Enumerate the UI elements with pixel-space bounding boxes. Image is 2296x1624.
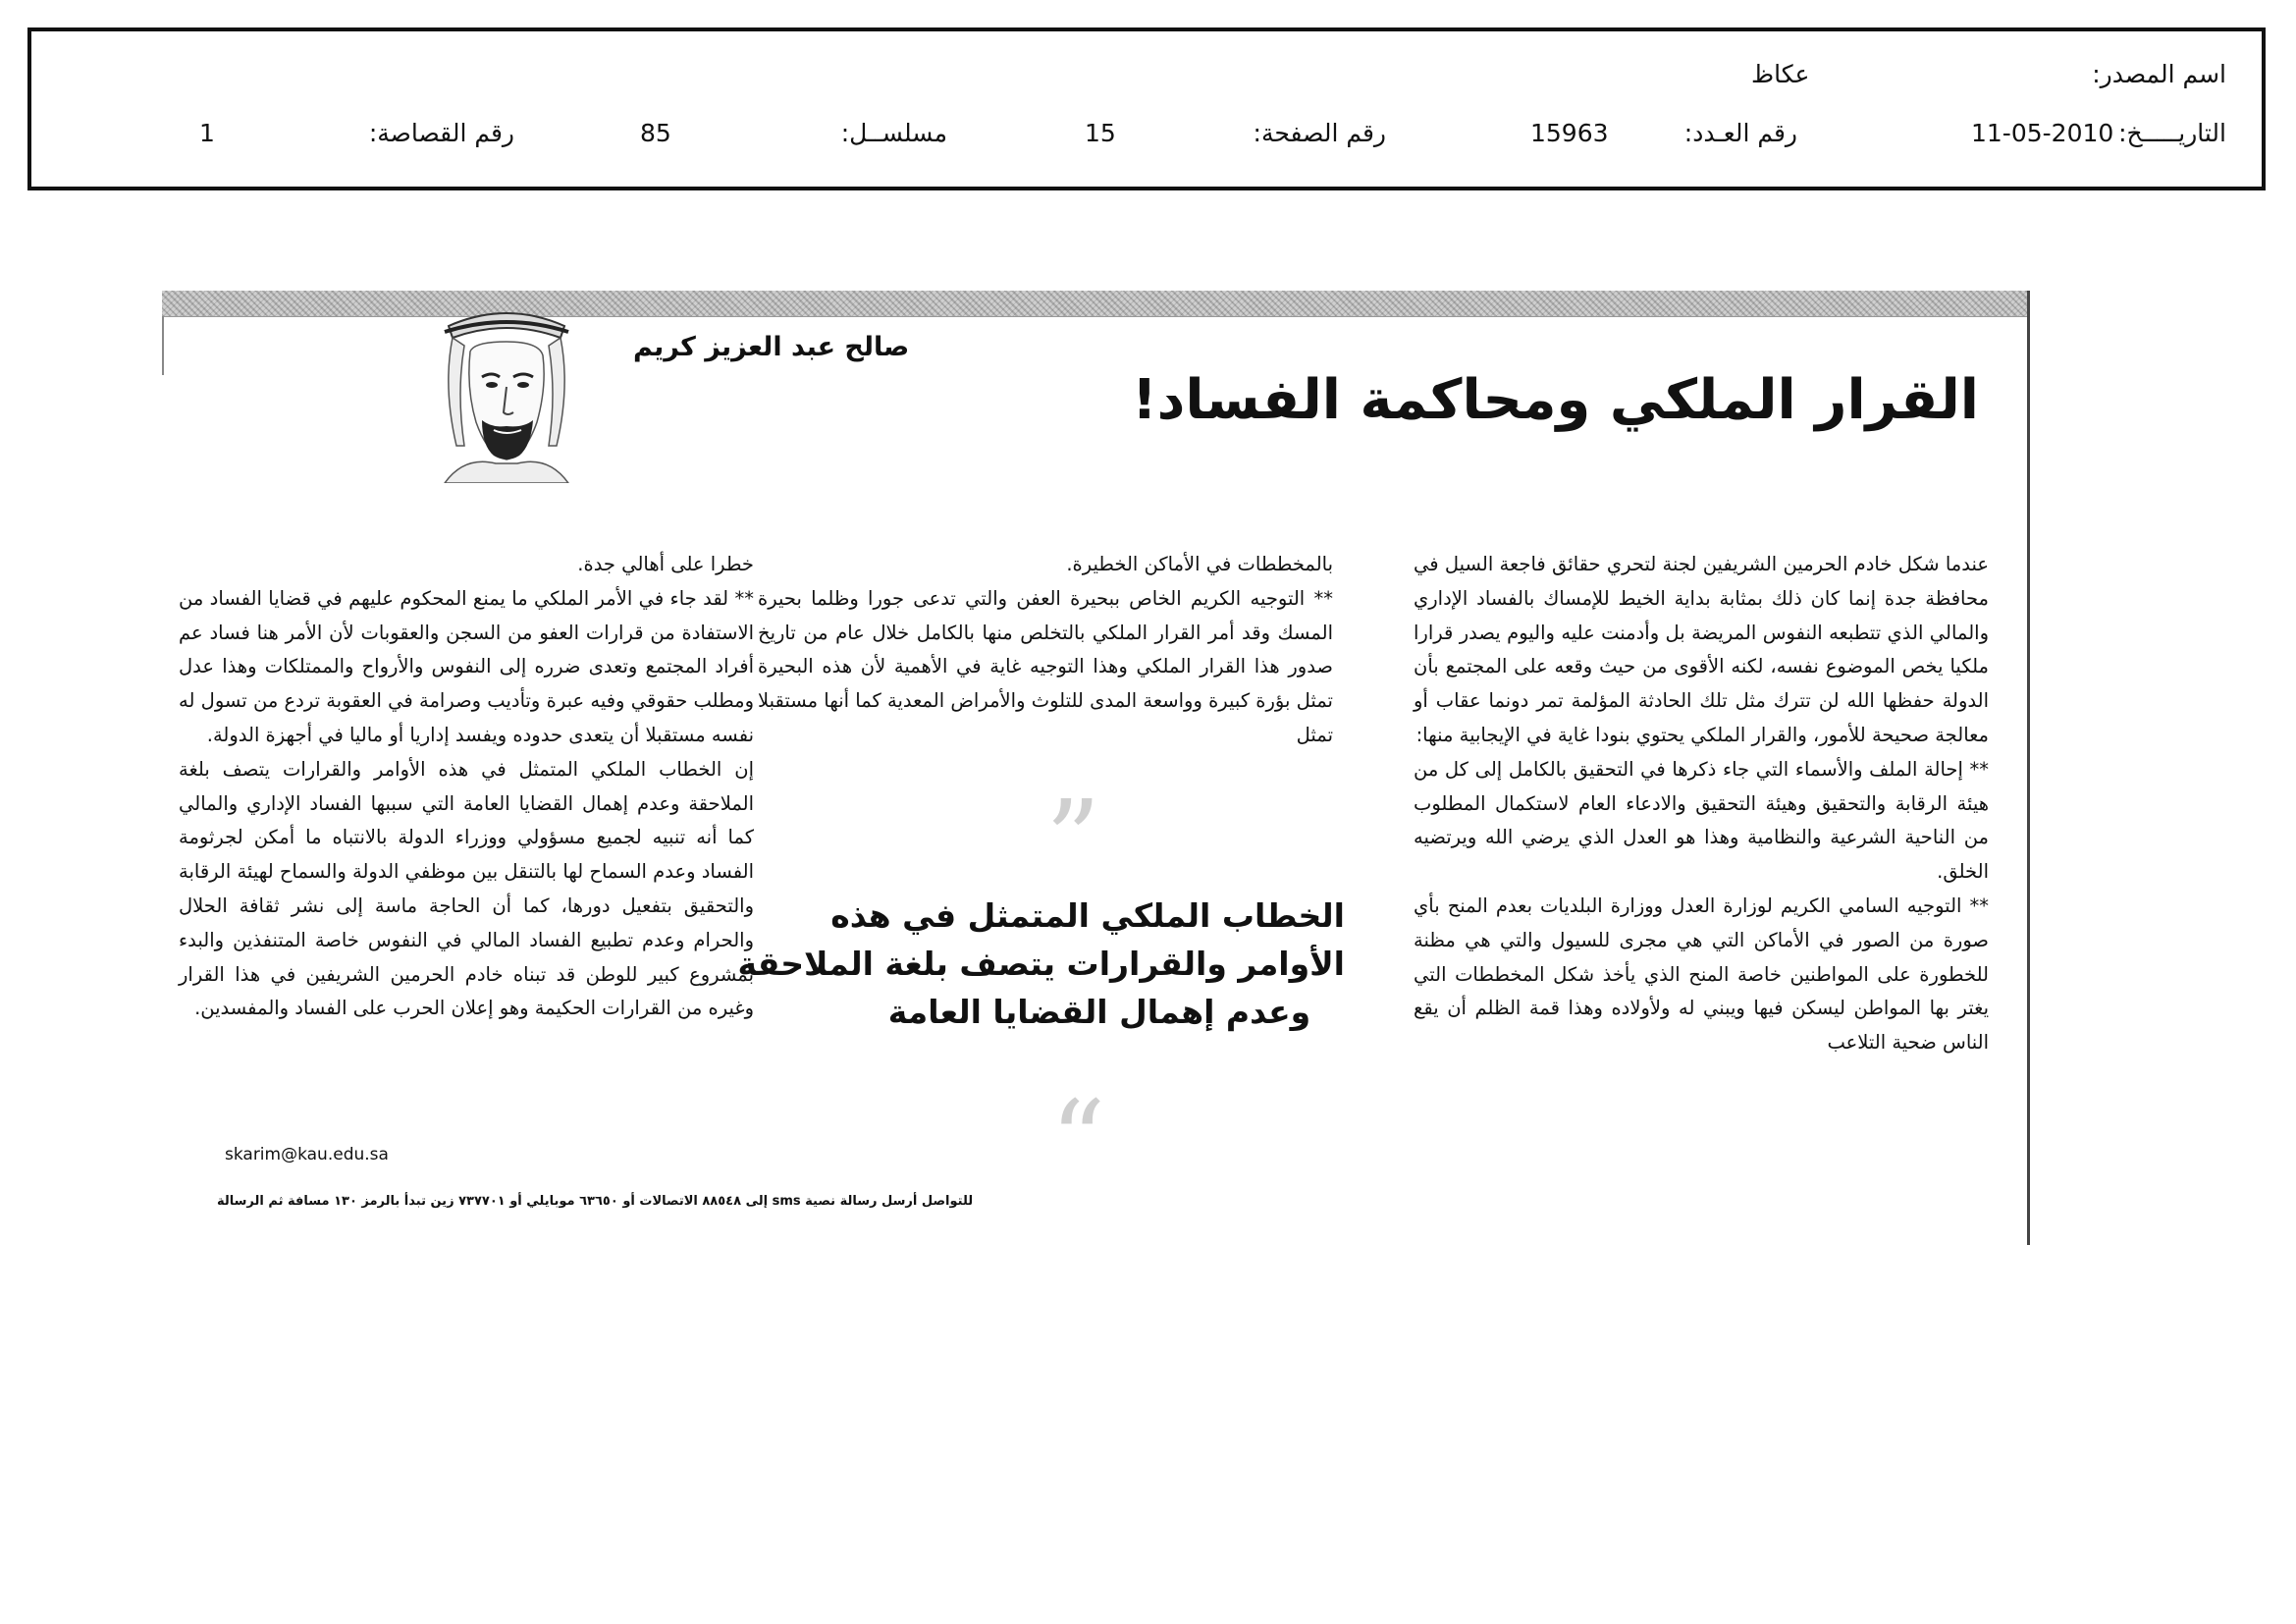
article-headline: القرار الملكي ومحاكمة الفساد! bbox=[1132, 368, 1979, 432]
paragraph: ** التوجيه السامي الكريم لوزارة العدل ووزارة البلديات بعدم المنح بأي صورة من الصور في الأماكن التي هي مجرى للسيول والتي هي مظنة للخطورة على المواطنين خاصة المنح الذي يأخذ شكل المخططات التي يغتر بها المواطن ليسكن فيها ويبني له ولأولاده وهذا قمة الظلم أن يقع الناس ضحية التلاعب bbox=[1414, 893, 1989, 1055]
author-email: skarim@kau.edu.sa bbox=[225, 1145, 389, 1164]
pull-quote-line: الخطاب الملكي المتمثل في هذه bbox=[830, 896, 1345, 935]
contact-footer-line: للتواصل أرسل رسالة نصية sms إلى ٨٨٥٤٨ الاتصالات أو ٦٣٦٥٠ موبايلي أو ٧٣٧٧٠١ زين تبدأ بالرمز ١٣٠ مسافة ثم الرسالة bbox=[217, 1194, 974, 1209]
paragraph: ** التوجيه الكريم الخاص ببحيرة العفن والتي تدعى جورا وظلما بحيرة المسك وقد أمر القرار الملكي بالتخلص منها بالكامل خلال عام من تاريخ صدور هذا القرار الملكي وهذا التوجيه غاية في الأهمية لأن هذه البحيرة تمثل بؤرة كبيرة وواسعة المدى للتلوث والأمراض المعدية كما أنها مستقبلا تمثل bbox=[758, 586, 1333, 746]
paragraph: ** إحالة الملف والأسماء التي جاء ذكرها في التحقيق بالكامل إلى كل من هيئة الرقابة والتحقيق وهيئة التحقيق والادعاء العام لاستكمال المطلوب من الناحية الشرعية والنظامية وهذا هو العدل الذي يرضي الله ويرتضيه الخلق. bbox=[1414, 757, 1989, 884]
quote-close-mark: “ bbox=[1050, 1077, 1106, 1203]
date-label: التاريـــــخ: bbox=[2118, 119, 2226, 147]
serial-value: 85 bbox=[640, 119, 671, 147]
quote-open-mark: ” bbox=[1045, 777, 1101, 902]
article-column-right bbox=[1414, 548, 1989, 1060]
article-column-middle bbox=[758, 548, 1333, 753]
page-label: رقم الصفحة: bbox=[1253, 119, 1386, 147]
clip-number-value: 1 bbox=[199, 119, 215, 147]
pull-quote-line: الأوامر والقرارات يتصف بلغة الملاحقة bbox=[737, 945, 1345, 983]
clipping-left-edge bbox=[162, 316, 164, 375]
source-label: اسم المصدر: bbox=[2092, 60, 2226, 88]
paragraph: ** لقد جاء في الأمر الملكي ما يمنع المحكوم عليهم في قضايا الفساد من الاستفادة من قرارات العفو من السجن والعقوبات لأن الأمر هنا فساد عم أفراد المجتمع وتعدى ضرره إلى النفوس والأرواح والممتلكات وهذا عدل ومطلب حقوقي وفيه عبرة وتأديب وصرامة في العقوبة تردع من تسول له نفسه مستقبلا أن يتعدى حدوده ويفسد إداريا أو ماليا في أجهزة الدولة. bbox=[179, 586, 754, 746]
paragraph: إن الخطاب الملكي المتمثل في هذه الأوامر والقرارات يتصف بلغة الملاحقة وعدم إهمال القضايا العامة التي سببها الفساد الإداري والمالي كما أنه تنبيه لجميع مسؤولي ووزراء الدولة بالانتباه ما أمكن لجرثومة الفساد وعدم السماح لها بالتنقل بين موظفي الدولة والسماح لهيئة الرقابة والتحقيق بتفعيل دورها، كما أن الحاجة ماسة إلى نشر ثقافة الحلال والحرام وعدم تطبيع الفساد المالي في النفوس خاصة المتنفذين والبدء بمشروع كبير للوطن قد تبناه خادم الحرمين الشريفين في هذا القرار وغيره من القرارات الحكيمة وهو إعلان الحرب على الفساد والمفسدين. bbox=[179, 757, 754, 1020]
issue-label: رقم العـدد: bbox=[1683, 119, 1797, 147]
newspaper-clipping bbox=[162, 291, 2030, 1245]
author-photo bbox=[435, 298, 578, 483]
page-value: 15 bbox=[1085, 119, 1116, 147]
article-column-left bbox=[179, 548, 754, 1026]
pull-quote bbox=[737, 892, 1345, 1036]
source-value: عكاظ bbox=[1751, 60, 1810, 88]
clipping-right-edge bbox=[2027, 291, 2030, 1245]
date-value: 11-05-2010 bbox=[1971, 119, 2114, 147]
pull-quote-line: وعدم إهمال القضايا العامة bbox=[887, 993, 1311, 1031]
clip-number-label: رقم القصاصة: bbox=[368, 119, 514, 147]
paragraph: خطرا على أهالي جدة. bbox=[577, 553, 754, 575]
author-name: صالح عبد العزيز كريم bbox=[633, 332, 910, 362]
paragraph: عندما شكل خادم الحرمين الشريفين لجنة لتحري حقائق فاجعة السيل في محافظة جدة إنما كان ذلك بمثابة بداية الخيط للإمساك بالفساد الإداري والمالي الذي تتطبعه النفوس المريضة بل وأدمنت عليه واليوم يصدر قرارا ملكيا يخص الموضوع نفسه، لكنه الأقوى من حيث وقعه على المجتمع بأن الدولة حفظها الله لن تترك مثل تلك الحادثة المؤلمة تمر دونما عقاب أو معالجة صحيحة للأمور، والقرار الملكي يحتوي بنودا غاية في الإيجابية منها: bbox=[1414, 553, 1989, 746]
serial-label: مسلســل: bbox=[840, 119, 947, 147]
clipping-info-header bbox=[27, 27, 2266, 190]
issue-value: 15963 bbox=[1530, 119, 1609, 147]
paragraph: بالمخططات في الأماكن الخطيرة. bbox=[1066, 553, 1333, 575]
